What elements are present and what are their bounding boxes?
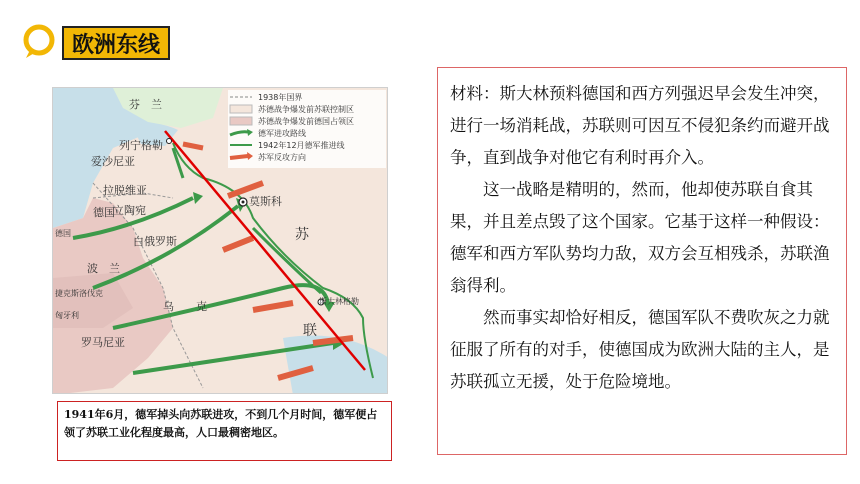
map-label-hungary: 匈牙利 bbox=[55, 311, 79, 320]
map-label-czech: 捷克斯洛伐克 bbox=[55, 289, 103, 298]
map-label-estonia: 爱沙尼亚 bbox=[91, 155, 135, 168]
map-label-latvia: 拉脱维亚 bbox=[103, 184, 147, 197]
map-label-leningrad: 列宁格勒 bbox=[119, 139, 163, 152]
legend-item-soviet-area: 苏德战争爆发前苏联控制区 bbox=[228, 104, 354, 114]
legend-item-german-attack: 德军进攻路线 bbox=[228, 128, 306, 138]
material-paragraph-1: 材料：斯大林预料德国和西方列强迟早会发生冲突，进行一场消耗战，苏联则可因互不侵犯条约而避开战争，直到战争对他它有利时再介入。 bbox=[450, 84, 830, 167]
map-label-stalingrad: 斯大林格勒 bbox=[319, 297, 359, 306]
material-text-box bbox=[437, 67, 847, 455]
material-paragraph-2: 这一战略是精明的，然而，他却使苏联自食其果，并且差点毁了这个国家。它基于这样一种假设：德军和西方军队势均力敌，双方会互相残杀，苏联渔翁得利。 bbox=[450, 180, 830, 295]
map-legend bbox=[228, 90, 386, 168]
legend-item-border-1938: 1938年国界 bbox=[228, 92, 302, 102]
map-label-germany: 德国 bbox=[55, 229, 71, 238]
map-label-ukraine: 乌 克 bbox=[163, 300, 207, 313]
map-caption: 1941年6月，德军掉头向苏联进攻，不到几个月时间，德军便占领了苏联工业化程度最高，人口最稠密地区。 bbox=[57, 401, 392, 461]
map-label-poland: 波 兰 bbox=[87, 262, 120, 275]
green-line-icon bbox=[228, 140, 254, 150]
eastern-front-map bbox=[52, 87, 388, 394]
legend-item-german-area: 苏德战争爆发前德国占领区 bbox=[228, 116, 354, 126]
material-paragraph-3: 然而事实却恰好相反，德国军队不费吹灰之力就征服了所有的对手，使德国成为欧洲大陆的主人，是苏联孤立无援，处于危险境地。 bbox=[450, 308, 830, 391]
pink-area-icon bbox=[228, 116, 254, 126]
page-title: 欧洲东线 bbox=[62, 26, 170, 60]
map-label-su: 苏 bbox=[295, 227, 309, 243]
map-label-lithuania: 立陶宛 bbox=[113, 204, 146, 217]
map-label-belarus: 白俄罗斯 bbox=[133, 235, 177, 248]
map-label-moscow: 莫斯科 bbox=[249, 195, 282, 208]
legend-item-soviet-counter: 苏军反攻方向 bbox=[228, 152, 306, 162]
map-label-romania: 罗马尼亚 bbox=[81, 336, 125, 349]
green-arrow-icon bbox=[228, 128, 254, 138]
map-label-finland: 芬 兰 bbox=[129, 98, 162, 111]
red-arrow-icon bbox=[228, 152, 254, 162]
dashed-line-icon bbox=[228, 92, 254, 102]
map-label-lian: 联 bbox=[303, 323, 317, 339]
leningrad-marker bbox=[167, 139, 172, 144]
legend-item-front-1942: 1942年12月德军推进线 bbox=[228, 140, 345, 150]
map-label-germany-north: 德国 bbox=[93, 206, 115, 219]
speech-bubble-icon bbox=[22, 24, 58, 60]
light-area-icon bbox=[228, 104, 254, 114]
